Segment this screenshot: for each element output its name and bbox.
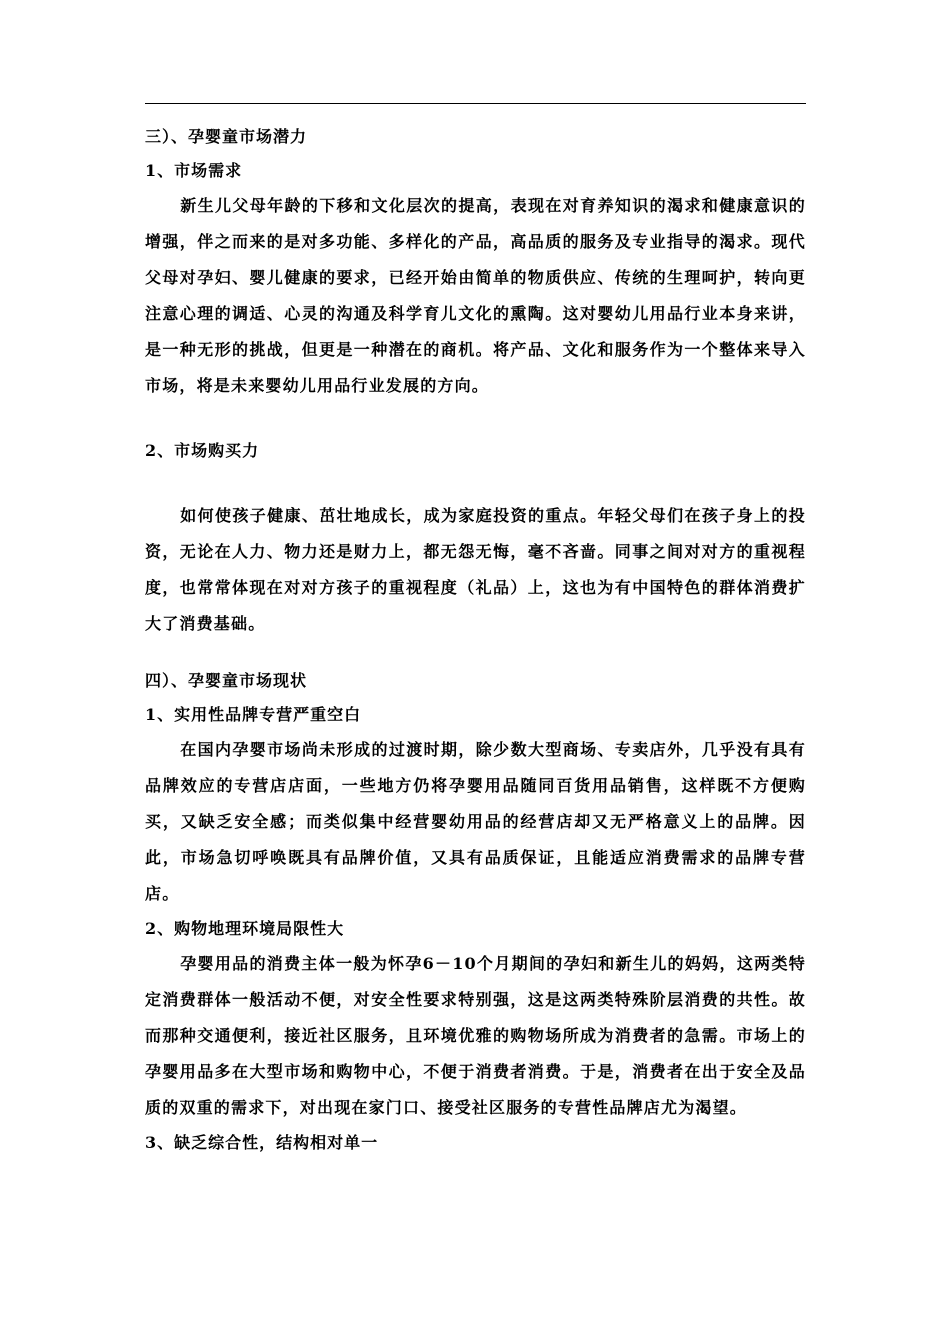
subheading-market-demand: 1、市场需求 (145, 161, 243, 180)
paragraph-brand-stores: 在国内孕婴市场尚未形成的过渡时期，除少数大型商场、专卖店外，几乎没有具有品牌效应的专营店店面，一些地方仍将孕婴用品随同百货用品销售，这样既不方便购买，又缺乏安全感；而类似集中经营婴幼用品的经营店却又无严格意义上的品牌。因此，市场急切呼唤既具有品牌价值，又具有品质保证，且能适应消费需求的品牌专营店。 (145, 740, 806, 903)
subheading-shopping-location: 2、购物地理环境局限性大 (145, 919, 345, 938)
paragraph-market-demand: 新生儿父母年龄的下移和文化层次的提高，表现在对育养知识的渴求和健康意识的增强，伴之而来的是对多功能、多样化的产品，高品质的服务及专业指导的渴求。现代父母对孕妇、婴儿健康的要求，已经开始由简单的物质供应、传统的生理呵护，转向更注意心理的调适、心灵的沟通及科学育儿文化的熏陶。这对婴幼儿用品行业本身来讲，是一种无形的挑战，但更是一种潜在的商机。将产品、文化和服务作为一个整体来导入市场，将是未来婴幼儿用品行业发展的方向。 (145, 196, 806, 395)
subheading-brand-stores: 1、实用性品牌专营严重空白 (145, 705, 362, 724)
section-title-4: 四）、孕婴童市场现状 (145, 671, 308, 690)
subheading-purchasing-power: 2、市场购买力 (145, 441, 260, 460)
header-rule (145, 103, 806, 104)
document-content (145, 120, 806, 1160)
subheading-lack-of-comprehensiveness: 3、缺乏综合性，结构相对单一 (145, 1133, 379, 1152)
paragraph-shopping-location: 孕婴用品的消费主体一般为怀孕6－10个月期间的孕妇和新生儿的妈妈，这两类特定消费群体一般活动不便，对安全性要求特别强，这是这两类特殊阶层消费的共性。故而那种交通便利，接近社区服务，且环境优雅的购物场所成为消费者的急需。市场上的孕婴用品多在大型市场和购物中心，不便于消费者消费。于是，消费者在出于安全及品质的双重的需求下，对出现在家门口、接受社区服务的专营性品牌店尤为渴望。 (145, 954, 806, 1117)
section-title-3: 三）、孕婴童市场潜力 (145, 127, 308, 146)
paragraph-purchasing-power: 如何使孩子健康、茁壮地成长，成为家庭投资的重点。年轻父母们在孩子身上的投资，无论在人力、物力还是财力上，都无怨无悔，毫不吝啬。同事之间对对方的重视程度，也常常体现在对对方孩子的重视程度（礼品）上，这也为有中国特色的群体消费扩大了消费基础。 (145, 506, 806, 633)
